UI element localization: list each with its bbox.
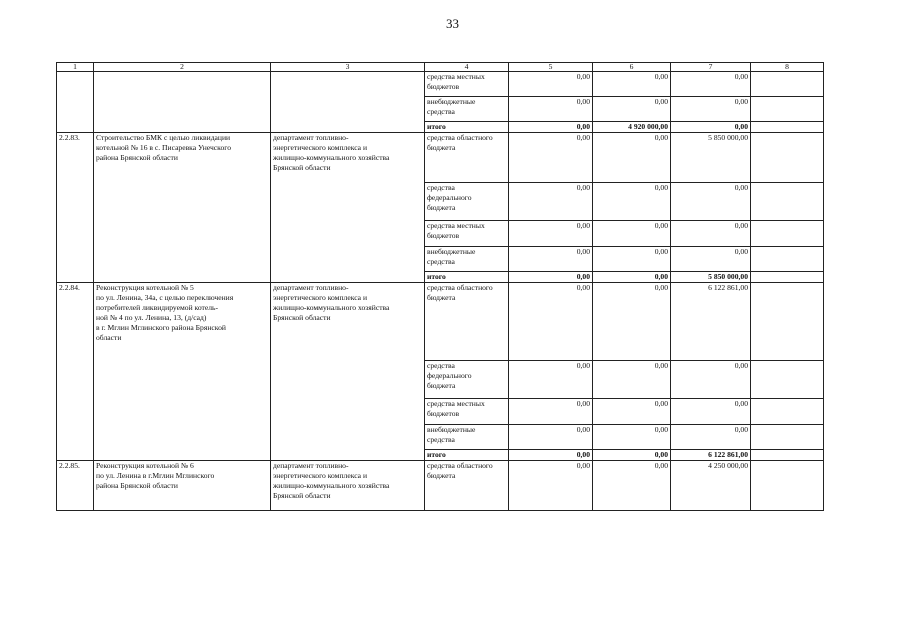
value-cell: 0,00: [593, 133, 671, 183]
value-cell: 0,00: [509, 133, 593, 183]
value-cell: 0,00: [671, 425, 751, 450]
value-cell: 0,00: [671, 247, 751, 272]
page-number: 33: [446, 16, 459, 31]
value-cell: 6 122 861,00: [671, 283, 751, 361]
value-cell: 0,00: [671, 97, 751, 122]
value-cell: 0,00: [509, 247, 593, 272]
column-header: 6: [593, 63, 671, 72]
department-cell: департамент топливно- энергетического комплекса и жилищно-коммунального хозяйства Брянской области: [271, 283, 425, 461]
value-cell: 5 850 000,00: [671, 272, 751, 283]
value-cell: 0,00: [593, 97, 671, 122]
funding-source: средства федерального бюджета: [425, 361, 509, 399]
value-cell: 0,00: [509, 183, 593, 221]
value-cell: 0,00: [671, 361, 751, 399]
funding-source: средства местных бюджетов: [425, 399, 509, 425]
empty-cell: [751, 399, 824, 425]
value-cell: 0,00: [593, 425, 671, 450]
value-cell: 0,00: [671, 221, 751, 247]
value-cell: 0,00: [671, 183, 751, 221]
empty-cell: [751, 72, 824, 97]
empty-cell: [751, 97, 824, 122]
value-cell: 4 250 000,00: [671, 461, 751, 511]
value-cell: 0,00: [593, 283, 671, 361]
funding-source: итого: [425, 122, 509, 133]
empty-cell: [751, 133, 824, 183]
empty-cell: [751, 122, 824, 133]
value-cell: 0,00: [509, 283, 593, 361]
table-row: [57, 72, 824, 97]
value-cell: 0,00: [593, 272, 671, 283]
item-number-cell: [57, 72, 94, 133]
column-header: 3: [271, 63, 425, 72]
value-cell: 0,00: [593, 183, 671, 221]
value-cell: 0,00: [671, 122, 751, 133]
value-cell: 0,00: [509, 72, 593, 97]
funding-source: внебюджетные средства: [425, 97, 509, 122]
funding-source: средства областного бюджета: [425, 461, 509, 511]
value-cell: 0,00: [593, 450, 671, 461]
table-row: [57, 133, 824, 183]
value-cell: 0,00: [671, 399, 751, 425]
empty-cell: [751, 283, 824, 361]
value-cell: 0,00: [671, 72, 751, 97]
value-cell: 0,00: [509, 450, 593, 461]
empty-cell: [751, 221, 824, 247]
funding-source: средства местных бюджетов: [425, 221, 509, 247]
value-cell: 0,00: [509, 425, 593, 450]
value-cell: 0,00: [593, 461, 671, 511]
value-cell: 0,00: [509, 361, 593, 399]
funding-source: средства областного бюджета: [425, 133, 509, 183]
funding-source: внебюджетные средства: [425, 247, 509, 272]
empty-cell: [751, 361, 824, 399]
item-number-cell: 2.2.84.: [57, 283, 94, 461]
column-header: 4: [425, 63, 509, 72]
funding-source: внебюджетные средства: [425, 425, 509, 450]
empty-cell: [751, 247, 824, 272]
item-name-cell: Строительство БМК с целью ликвидации котельной № 16 в с. Писаревка Унечского района Брянской области: [94, 133, 271, 283]
value-cell: 0,00: [593, 72, 671, 97]
item-name-cell: Реконструкция котельной № 5 по ул. Ленина, 34а, с целью переключения потребителей ликвидируемой котель- ной № 4 по ул. Ленина, 13, (д/сад) в г. Мглин Мглинского района Брянской области: [94, 283, 271, 461]
value-cell: 0,00: [593, 247, 671, 272]
item-number-cell: 2.2.83.: [57, 133, 94, 283]
item-name-cell: Реконструкция котельной № 6 по ул. Ленина в г.Мглин Мглинского района Брянской области: [94, 461, 271, 511]
column-header: 1: [57, 63, 94, 72]
value-cell: 6 122 861,00: [671, 450, 751, 461]
item-name-cell: [94, 72, 271, 133]
empty-cell: [751, 183, 824, 221]
funding-source: итого: [425, 450, 509, 461]
value-cell: 0,00: [509, 122, 593, 133]
funding-source: средства федерального бюджета: [425, 183, 509, 221]
table-row: [57, 461, 824, 511]
department-cell: [271, 72, 425, 133]
value-cell: 0,00: [509, 97, 593, 122]
value-cell: 4 920 000,00: [593, 122, 671, 133]
empty-cell: [751, 272, 824, 283]
value-cell: 0,00: [509, 461, 593, 511]
funding-table: [56, 62, 824, 511]
value-cell: 0,00: [509, 272, 593, 283]
department-cell: департамент топливно- энергетического комплекса и жилищно-коммунального хозяйства Брянской области: [271, 461, 425, 511]
column-header: 5: [509, 63, 593, 72]
table-row: [57, 283, 824, 361]
column-header: 2: [94, 63, 271, 72]
funding-source: средства областного бюджета: [425, 283, 509, 361]
value-cell: 0,00: [509, 221, 593, 247]
value-cell: 5 850 000,00: [671, 133, 751, 183]
column-header: 7: [671, 63, 751, 72]
empty-cell: [751, 425, 824, 450]
column-header-row: [57, 63, 824, 72]
empty-cell: [751, 450, 824, 461]
column-header: 8: [751, 63, 824, 72]
empty-cell: [751, 461, 824, 511]
value-cell: 0,00: [509, 399, 593, 425]
value-cell: 0,00: [593, 361, 671, 399]
item-number-cell: 2.2.85.: [57, 461, 94, 511]
funding-source: средства местных бюджетов: [425, 72, 509, 97]
funding-source: итого: [425, 272, 509, 283]
value-cell: 0,00: [593, 399, 671, 425]
department-cell: департамент топливно- энергетического комплекса и жилищно-коммунального хозяйства Брянской области: [271, 133, 425, 283]
value-cell: 0,00: [593, 221, 671, 247]
